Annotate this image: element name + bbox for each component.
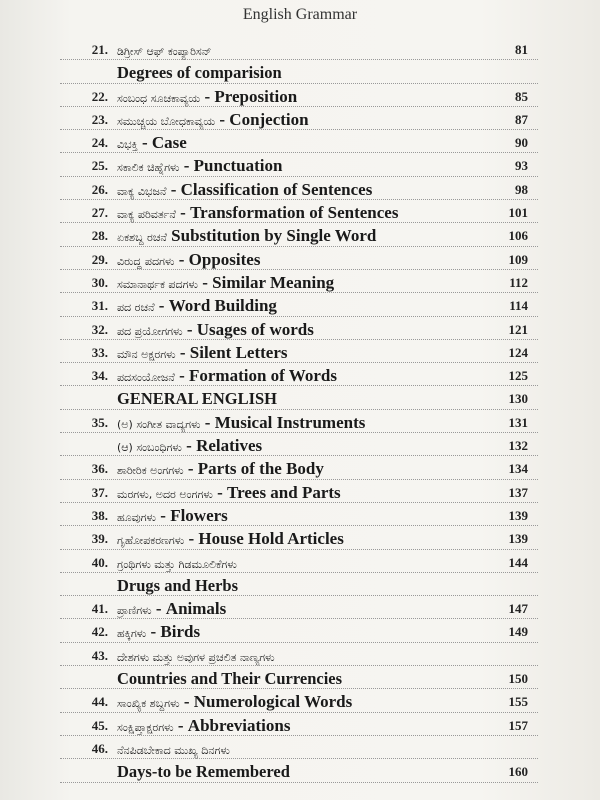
entry-page-number: 125 <box>508 368 528 384</box>
table-of-contents <box>0 38 600 784</box>
entry-title-english: - Case <box>137 133 187 153</box>
entry-number: 35. <box>91 414 108 430</box>
toc-entry <box>0 61 600 84</box>
toc-entry <box>0 551 600 574</box>
running-header: English Grammar <box>242 6 358 23</box>
toc-entry <box>0 248 600 271</box>
entry-page-number: 124 <box>508 344 528 360</box>
entry-title-english: - Relatives <box>181 436 263 456</box>
entry-page-number: 106 <box>508 228 528 244</box>
entry-title-kannada: ಪದಸಂಯೋಜನೆ <box>117 371 175 385</box>
entry-page-number: 85 <box>515 88 528 104</box>
toc-entry <box>0 178 600 201</box>
entry-title-english: - Usages of words <box>182 319 314 339</box>
row-divider <box>60 316 538 317</box>
toc-entry <box>0 294 600 317</box>
entry-number: 33. <box>91 344 108 360</box>
entry-page-number: 114 <box>509 298 528 314</box>
entry-number: 46. <box>91 740 108 756</box>
entry-number: 31. <box>91 298 108 314</box>
row-divider <box>60 479 538 480</box>
toc-entry <box>0 457 600 480</box>
row-divider <box>60 246 538 247</box>
row-divider <box>60 292 538 293</box>
entry-title-kannada: ಡಿಗ್ರೀಸ್ ಆಫ್ ಕಂಪ್ಯಾರಿಸನ್ <box>117 45 212 58</box>
entry-title-english: - Parts of the Body <box>183 459 324 479</box>
toc-entry <box>0 411 600 434</box>
entry-number: 41. <box>91 601 108 617</box>
toc-entry <box>0 85 600 108</box>
row-divider <box>60 525 538 526</box>
toc-entry <box>0 387 600 410</box>
entry-title-kannada: ಸಕಾಲಿಕ ಚಿಹ್ನೆಗಳು <box>117 161 180 175</box>
entry-title-kannada: ಗ್ರಂಥಿಗಳು ಮತ್ತು ಗಿಡಮೂಲಿಕೆಗಳು <box>117 557 237 571</box>
entry-number: 21. <box>91 42 108 57</box>
entry-title-english: - Numerological Words <box>179 692 353 712</box>
row-divider <box>60 782 538 783</box>
row-divider <box>60 222 538 223</box>
entry-title-kannada: ಸಮುಚ್ಚಯ ಬೋಧಕಾವ್ಯಯ <box>117 114 216 128</box>
toc-entry <box>0 714 600 737</box>
entry-title-kannada: ವಾಕ್ಯ ವಿಭಜನೆ <box>117 184 167 198</box>
toc-entry <box>0 597 600 620</box>
entry-title-english: - Classification of Sentences <box>166 179 373 199</box>
row-divider <box>60 665 538 666</box>
entry-number: 28. <box>91 228 108 244</box>
entry-title-english: Substitution by Single Word <box>166 226 377 246</box>
entry-title-kannada: ಪದ ರಚನೆ <box>117 301 155 315</box>
entry-number: 23. <box>91 111 108 127</box>
entry-title-english: - Punctuation <box>179 156 283 176</box>
entry-title-english: - Flowers <box>156 505 228 525</box>
entry-title-kannada: ಪದ ಪ್ರಯೋಗಗಳು <box>117 324 183 338</box>
toc-entry <box>0 201 600 224</box>
toc-entry <box>0 131 600 154</box>
toc-entry <box>0 690 600 713</box>
entry-title-english: - Abbreviations <box>173 715 291 735</box>
entry-page-number: 149 <box>508 624 528 640</box>
entry-page-number: 155 <box>508 694 528 710</box>
row-divider <box>60 758 538 759</box>
toc-entry <box>0 574 600 597</box>
entry-title-kannada: ವಿರುದ್ಧ ಪದಗಳು <box>117 254 175 268</box>
entry-number: 44. <box>91 694 108 710</box>
toc-entry <box>0 38 600 61</box>
entry-number: 40. <box>91 554 108 570</box>
entry-page-number: 130 <box>508 391 528 407</box>
entry-number: 39. <box>91 531 108 547</box>
entry-title-kannada: ಮರಗಳು, ಅದರ ಅಂಗಗಳು <box>117 487 213 501</box>
entry-page-number: 90 <box>515 135 528 151</box>
entry-page-number: 109 <box>508 251 528 267</box>
entry-page-number: 150 <box>508 671 528 687</box>
entry-number: 24. <box>91 135 108 151</box>
entry-number: 25. <box>91 158 108 174</box>
entry-page-number: 134 <box>508 461 528 477</box>
row-divider <box>60 432 538 433</box>
entry-title-english: GENERAL ENGLISH <box>117 389 278 409</box>
entry-page-number: 147 <box>508 601 528 617</box>
row-divider <box>60 199 538 200</box>
row-divider <box>60 152 538 153</box>
toc-entry <box>0 318 600 341</box>
entry-number: 37. <box>91 484 108 500</box>
entry-title-english: - Transformation of Sentences <box>175 203 399 223</box>
entry-page-number: 98 <box>515 181 528 197</box>
entry-number: 30. <box>91 274 108 290</box>
entry-number: 36. <box>91 461 108 477</box>
row-divider <box>60 712 538 713</box>
entry-title-kannada: ಹಕ್ಕಿಗಳು <box>117 627 147 641</box>
entry-title-english: - House Hold Articles <box>184 529 344 549</box>
entry-title-kannada: ವಾಕ್ಯ ಪರಿವರ್ತನೆ <box>117 208 176 222</box>
entry-title-english: - Silent Letters <box>175 342 288 362</box>
row-divider <box>60 269 538 270</box>
row-divider <box>60 549 538 550</box>
entry-number: 32. <box>91 321 108 337</box>
row-divider <box>60 106 538 107</box>
entry-page-number: 132 <box>508 438 528 454</box>
toc-entry <box>0 108 600 131</box>
row-divider <box>60 735 538 736</box>
toc-entry <box>0 341 600 364</box>
entry-page-number: 144 <box>508 554 528 570</box>
row-divider <box>60 572 538 573</box>
toc-entry <box>0 760 600 783</box>
row-divider <box>60 409 538 410</box>
entry-title-english: Countries and Their Currencies <box>117 669 343 689</box>
entry-title-english: - Conjection <box>215 109 309 129</box>
entry-page-number: 157 <box>508 717 528 733</box>
row-divider <box>60 362 538 363</box>
toc-entry <box>0 154 600 177</box>
entry-number: 26. <box>91 181 108 197</box>
entry-page-number: 160 <box>508 764 528 780</box>
entry-title-english: - Trees and Parts <box>212 482 341 502</box>
entry-title-english: - Opposites <box>174 249 261 269</box>
entry-title-kannada: ಹೂವುಗಳು <box>117 510 157 524</box>
toc-entry <box>0 481 600 504</box>
entry-title-english: Drugs and Herbs <box>117 575 239 595</box>
entry-number: 43. <box>91 647 108 663</box>
entry-title-english: - Musical Instruments <box>200 412 366 432</box>
entry-title-kannada: ದೇಶಗಳು ಮತ್ತು ಅವುಗಳ ಪ್ರಚಲಿತ ನಾಣ್ಯಗಳು <box>117 650 275 664</box>
entry-title-kannada: ಸಾಂಖ್ಯಿಕ ಶಬ್ದಗಳು <box>117 697 180 711</box>
entry-title-kannada: ಸಂಬಂಧ ಸೂಚಕಾವ್ಯಯ <box>117 91 201 105</box>
toc-entry <box>0 737 600 760</box>
row-divider <box>60 455 538 456</box>
entry-number: 34. <box>91 368 108 384</box>
entry-page-number: 137 <box>508 484 528 500</box>
entry-title-kannada: ನೆನಪಿಡಬೇಕಾದ ಮುಖ್ಯ ದಿನಗಳು <box>117 743 230 757</box>
entry-number: 29. <box>91 251 108 267</box>
entry-page-number: 121 <box>508 321 528 337</box>
row-divider <box>60 502 538 503</box>
entry-page-number: 87 <box>515 111 528 127</box>
row-divider <box>60 176 538 177</box>
entry-page-number: 93 <box>515 158 528 174</box>
row-divider <box>60 642 538 643</box>
entry-title-english: Days-to be Remembered <box>117 762 290 782</box>
entry-title-english: - Formation of Words <box>174 366 337 386</box>
entry-page-number: 81 <box>515 42 528 57</box>
toc-entry <box>0 504 600 527</box>
entry-title-english: - Birds <box>146 622 201 642</box>
entry-title-kannada: ಪ್ರಾಣಿಗಳು <box>117 604 152 618</box>
entry-title-english: - Word Building <box>154 296 277 316</box>
row-divider <box>60 129 538 130</box>
entry-title-english: Degrees of comparision <box>117 63 282 83</box>
toc-entry <box>0 434 600 457</box>
entry-title-english: - Animals <box>151 599 227 619</box>
entry-number: 38. <box>91 507 108 523</box>
row-divider <box>60 618 538 619</box>
entry-number: 27. <box>91 205 108 221</box>
toc-entry <box>0 644 600 667</box>
row-divider <box>60 385 538 386</box>
entry-title-english: - Similar Meaning <box>198 272 335 292</box>
entry-title-kannada: ಸಮಾನಾರ್ಥಕ ಪದಗಳು <box>117 277 199 291</box>
entry-title-kannada: ಶಾರೀರಿಕ ಅಂಗಗಳು <box>117 464 184 478</box>
row-divider <box>60 688 538 689</box>
entry-page-number: 101 <box>508 205 528 221</box>
entry-page-number: 112 <box>509 274 528 290</box>
entry-title-kannada: ವಿಭಕ್ತಿ <box>117 138 138 152</box>
entry-title-kannada: (ಆ) ಸಂಬಂಧಿಗಳು <box>117 441 182 455</box>
toc-entry <box>0 271 600 294</box>
entry-number: 45. <box>91 717 108 733</box>
entry-title-kannada: ಮೌನ ಅಕ್ಷರಗಳು <box>117 347 176 361</box>
toc-entry <box>0 527 600 550</box>
toc-entry <box>0 667 600 690</box>
toc-entry <box>0 620 600 643</box>
entry-title-english: - Preposition <box>200 86 298 106</box>
entry-number: 42. <box>91 624 108 640</box>
entry-number: 22. <box>91 88 108 104</box>
row-divider <box>60 83 538 84</box>
entry-page-number: 139 <box>508 531 528 547</box>
entry-title-kannada: ಸಂಕ್ಷಿಪ್ತಾಕ್ಷರಗಳು <box>117 720 174 734</box>
row-divider <box>60 59 538 60</box>
row-divider <box>60 339 538 340</box>
entry-title-kannada: ಏಕಶಬ್ದ ರಚನೆ <box>117 231 167 245</box>
toc-entry <box>0 224 600 247</box>
entry-page-number: 139 <box>508 507 528 523</box>
row-divider <box>60 595 538 596</box>
entry-title-kannada: ಗೃಹೋಪಕರಣಗಳು <box>117 534 185 548</box>
toc-entry <box>0 364 600 387</box>
entry-title-kannada: (ಅ) ಸಂಗೀತ ವಾದ್ಯಗಳು <box>117 417 201 431</box>
entry-page-number: 131 <box>508 414 528 430</box>
